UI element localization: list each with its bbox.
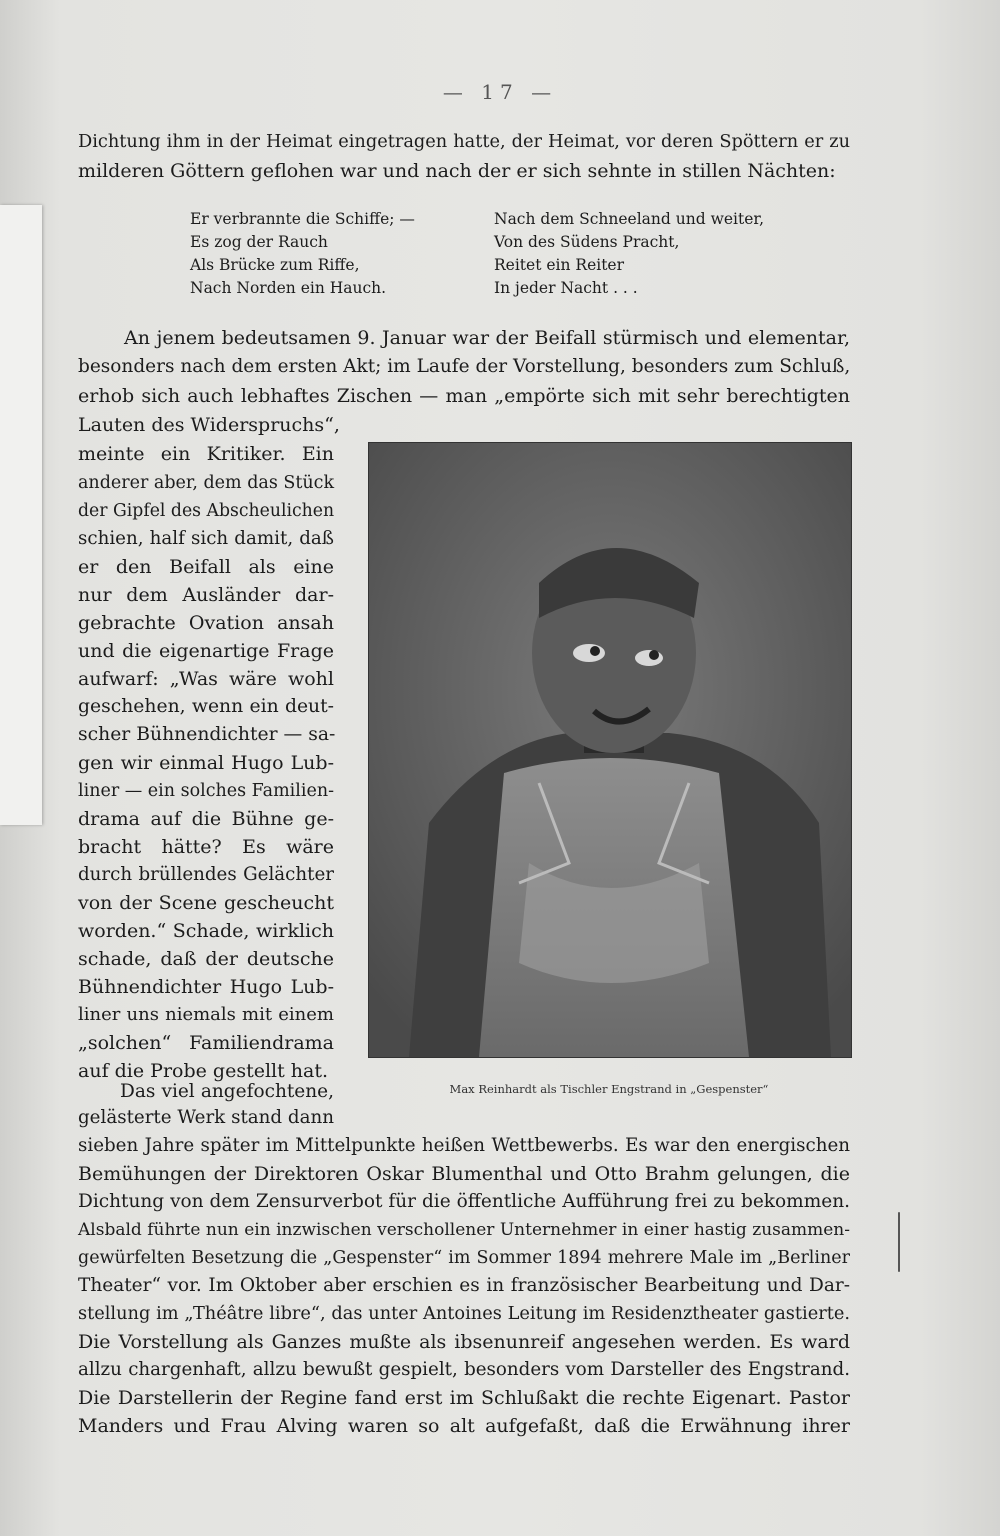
text-line: nur dem Ausländer dar- <box>78 584 334 606</box>
text-line: liner uns niemals mit einem <box>78 1004 334 1025</box>
text-line: Die Darstellerin der Regine fand erst im Schlußakt die rechte Eigenart. Pastor <box>78 1387 850 1409</box>
text-line: anderer aber, dem das Stück <box>78 473 335 493</box>
text-line: Dichtung von dem Zensurverbot für die öffentliche Aufführung frei zu bekommen. <box>78 1191 850 1212</box>
text-line: Lauten des Widerspruchs“, <box>78 414 340 436</box>
margin-pencil-mark <box>898 1212 900 1272</box>
text-line: schade, daß der deutsche <box>78 948 334 970</box>
verse-line: Als Brücke zum Riffe, <box>190 256 360 274</box>
actor-photograph <box>368 442 852 1058</box>
text-line: Das viel angefochtene, <box>120 1081 334 1102</box>
text-line: bracht hätte? Es wäre <box>78 836 334 858</box>
text-line: meinte ein Kritiker. Ein <box>78 443 334 465</box>
text-line: scher Bühnendichter — sa- <box>78 724 336 745</box>
text-line: „solchen“ Familiendrama <box>78 1032 334 1054</box>
text-line: milderen Göttern geflohen war und nach der er sich sehnte in stillen Nächten: <box>78 160 836 182</box>
verse-line: In jeder Nacht . . . <box>494 279 638 297</box>
text-line: aufwarf: „Was wäre wohl <box>78 668 334 690</box>
text-line: gebrachte Ovation ansah <box>78 612 334 634</box>
text-line: und die eigenartige Frage <box>78 640 334 662</box>
text-line: schien, half sich damit, daß <box>78 528 334 549</box>
text-line: besonders nach dem ersten Akt; im Laufe der Vorstellung, besonders zum Schluß, <box>78 356 851 377</box>
text-line: auf die Probe gestellt hat. <box>78 1060 329 1082</box>
text-line: geschehen, wenn ein deut- <box>78 696 334 717</box>
text-line: gen wir einmal Hugo Lub- <box>78 752 334 774</box>
portrait-illustration <box>369 443 851 1057</box>
text-line: sieben Jahre später im Mittelpunkte heißen Wettbewerbs. Es war den energischen <box>78 1135 850 1156</box>
text-line: von der Scene gescheucht <box>78 892 334 914</box>
text-line: durch brüllendes Gelächter <box>78 864 334 885</box>
text-line: Theater“ vor. Im Oktober aber erschien es in französischer Bearbeitung und Dar- <box>78 1275 850 1296</box>
verse-line: Es zog der Rauch <box>190 233 328 251</box>
verse-line: Er verbrannte die Schiffe; — <box>190 210 415 228</box>
text-line: stellung im „Théâtre libre“, das unter Antoines Leitung im Residenztheater gastierte. <box>78 1304 850 1324</box>
text-line: Dichtung ihm in der Heimat eingetragen hatte, der Heimat, vor deren Spöttern er zu <box>78 132 850 152</box>
text-line: der Gipfel des Abscheulichen <box>78 501 335 521</box>
text-line: Die Vorstellung als Ganzes mußte als ibsenunreif angesehen werden. Es ward <box>78 1331 850 1353</box>
text-line: drama auf die Bühne ge- <box>78 808 334 830</box>
text-line: erhob sich auch lebhaftes Zischen — man „empörte sich mit sehr berechtigten <box>78 385 850 407</box>
text-line: Bühnendichter Hugo Lub- <box>78 976 334 998</box>
paper-scrap <box>0 205 42 825</box>
text-line: An jenem bedeutsamen 9. Januar war der Beifall stürmisch und elementar, <box>124 327 850 349</box>
verse-line: Reitet ein Reiter <box>494 256 625 274</box>
text-line: Alsbald führte nun ein inzwischen verschollener Unternehmer in einer hastig zusammen- <box>78 1220 850 1240</box>
photo-caption: Max Reinhardt als Tischler Engstrand in „Gespenster“ <box>449 1082 769 1096</box>
text-line: gelästerte Werk stand dann <box>78 1107 334 1128</box>
text-line: worden.“ Schade, wirklich <box>78 920 334 942</box>
verse-line: Nach dem Schneeland und weiter, <box>494 210 765 228</box>
verse-line: Von des Südens Pracht, <box>494 233 680 251</box>
verse-line: Nach Norden ein Hauch. <box>190 279 387 297</box>
text-line: Bemühungen der Direktoren Oskar Blumenthal und Otto Brahm gelungen, die <box>78 1163 850 1185</box>
text-line: liner — ein solches Familien- <box>78 781 334 801</box>
text-line: allzu chargenhaft, allzu bewußt gespielt, besonders vom Darsteller des Engstrand. <box>78 1359 850 1380</box>
page-number: — 17 — <box>442 80 558 104</box>
text-line: Manders und Frau Alving waren so alt aufgefaßt, daß die Erwähnung ihrer <box>78 1415 850 1437</box>
text-line: er den Beifall als eine <box>78 556 334 578</box>
text-line: gewürfelten Besetzung die „Gespenster“ im Sommer 1894 mehrere Male im „Berliner <box>78 1248 850 1268</box>
